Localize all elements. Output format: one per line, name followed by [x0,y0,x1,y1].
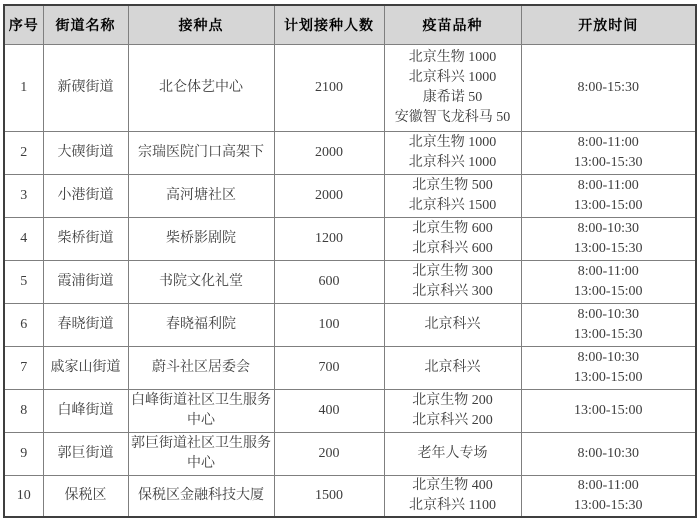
cell-vaccination-site: 蔚斗社区居委会 [128,347,274,390]
table-body [4,45,696,518]
cell-opening-hours: 8:00-10:30 13:00-15:00 [521,347,696,390]
cell-vaccination-site: 北仑体艺中心 [128,45,274,132]
cell-street-name: 大碶街道 [43,132,128,175]
cell-opening-hours: 8:00-10:30 [521,433,696,476]
cell-planned-count: 2100 [274,45,384,132]
cell-row-number: 10 [4,476,43,518]
cell-vaccination-site: 高河塘社区 [128,175,274,218]
table-row [4,304,696,347]
table-row [4,347,696,390]
cell-planned-count: 700 [274,347,384,390]
table-row [4,476,696,518]
cell-row-number: 4 [4,218,43,261]
cell-planned-count: 400 [274,390,384,433]
table-row [4,132,696,175]
cell-planned-count: 600 [274,261,384,304]
cell-vaccination-site: 春晓福利院 [128,304,274,347]
cell-street-name: 戚家山街道 [43,347,128,390]
cell-street-name: 新碶街道 [43,45,128,132]
cell-vaccine-types: 北京生物 300 北京科兴 300 [384,261,521,304]
cell-row-number: 8 [4,390,43,433]
cell-planned-count: 1500 [274,476,384,518]
cell-opening-hours: 8:00-11:00 13:00-15:00 [521,175,696,218]
cell-vaccine-types: 北京科兴 [384,304,521,347]
header-row-number: 序号 [4,5,43,45]
table-row [4,433,696,476]
cell-street-name: 郭巨街道 [43,433,128,476]
cell-row-number: 6 [4,304,43,347]
cell-vaccine-types: 北京生物 200 北京科兴 200 [384,390,521,433]
cell-opening-hours: 8:00-11:00 13:00-15:30 [521,476,696,518]
cell-planned-count: 1200 [274,218,384,261]
cell-row-number: 9 [4,433,43,476]
header-vaccination-site: 接种点 [128,5,274,45]
header-row [4,5,696,45]
cell-street-name: 柴桥街道 [43,218,128,261]
header-street-name: 街道名称 [43,5,128,45]
cell-planned-count: 2000 [274,132,384,175]
cell-vaccination-site: 书院文化礼堂 [128,261,274,304]
cell-vaccine-types: 北京生物 1000 北京科兴 1000 康希诺 50 安徽智飞龙科马 50 [384,45,521,132]
table-row [4,45,696,132]
cell-street-name: 小港街道 [43,175,128,218]
cell-street-name: 春晓街道 [43,304,128,347]
cell-row-number: 1 [4,45,43,132]
cell-row-number: 2 [4,132,43,175]
cell-street-name: 霞浦街道 [43,261,128,304]
cell-row-number: 5 [4,261,43,304]
header-opening-hours: 开放时间 [521,5,696,45]
cell-street-name: 保税区 [43,476,128,518]
cell-vaccination-site: 白峰街道社区卫生服务中心 [128,390,274,433]
cell-opening-hours: 8:00-10:30 13:00-15:30 [521,304,696,347]
table-row [4,175,696,218]
cell-row-number: 7 [4,347,43,390]
header-planned-count: 计划接种人数 [274,5,384,45]
cell-opening-hours: 8:00-11:00 13:00-15:30 [521,132,696,175]
cell-vaccination-site: 宗瑞医院门口高架下 [128,132,274,175]
cell-opening-hours: 8:00-10:30 13:00-15:30 [521,218,696,261]
table-row [4,390,696,433]
cell-vaccine-types: 老年人专场 [384,433,521,476]
table-header [4,5,696,45]
cell-planned-count: 200 [274,433,384,476]
cell-street-name: 白峰街道 [43,390,128,433]
cell-vaccine-types: 北京生物 600 北京科兴 600 [384,218,521,261]
cell-vaccine-types: 北京生物 400 北京科兴 1100 [384,476,521,518]
cell-opening-hours: 8:00-11:00 13:00-15:00 [521,261,696,304]
table-row [4,218,696,261]
cell-vaccination-site: 郭巨街道社区卫生服务中心 [128,433,274,476]
table-row [4,261,696,304]
cell-vaccination-site: 保税区金融科技大厦 [128,476,274,518]
cell-opening-hours: 13:00-15:00 [521,390,696,433]
cell-vaccine-types: 北京科兴 [384,347,521,390]
cell-vaccine-types: 北京生物 500 北京科兴 1500 [384,175,521,218]
cell-vaccine-types: 北京生物 1000 北京科兴 1000 [384,132,521,175]
vaccination-schedule-table [3,4,697,518]
cell-vaccination-site: 柴桥影剧院 [128,218,274,261]
cell-planned-count: 2000 [274,175,384,218]
cell-opening-hours: 8:00-15:30 [521,45,696,132]
cell-row-number: 3 [4,175,43,218]
cell-planned-count: 100 [274,304,384,347]
header-vaccine-types: 疫苗品种 [384,5,521,45]
